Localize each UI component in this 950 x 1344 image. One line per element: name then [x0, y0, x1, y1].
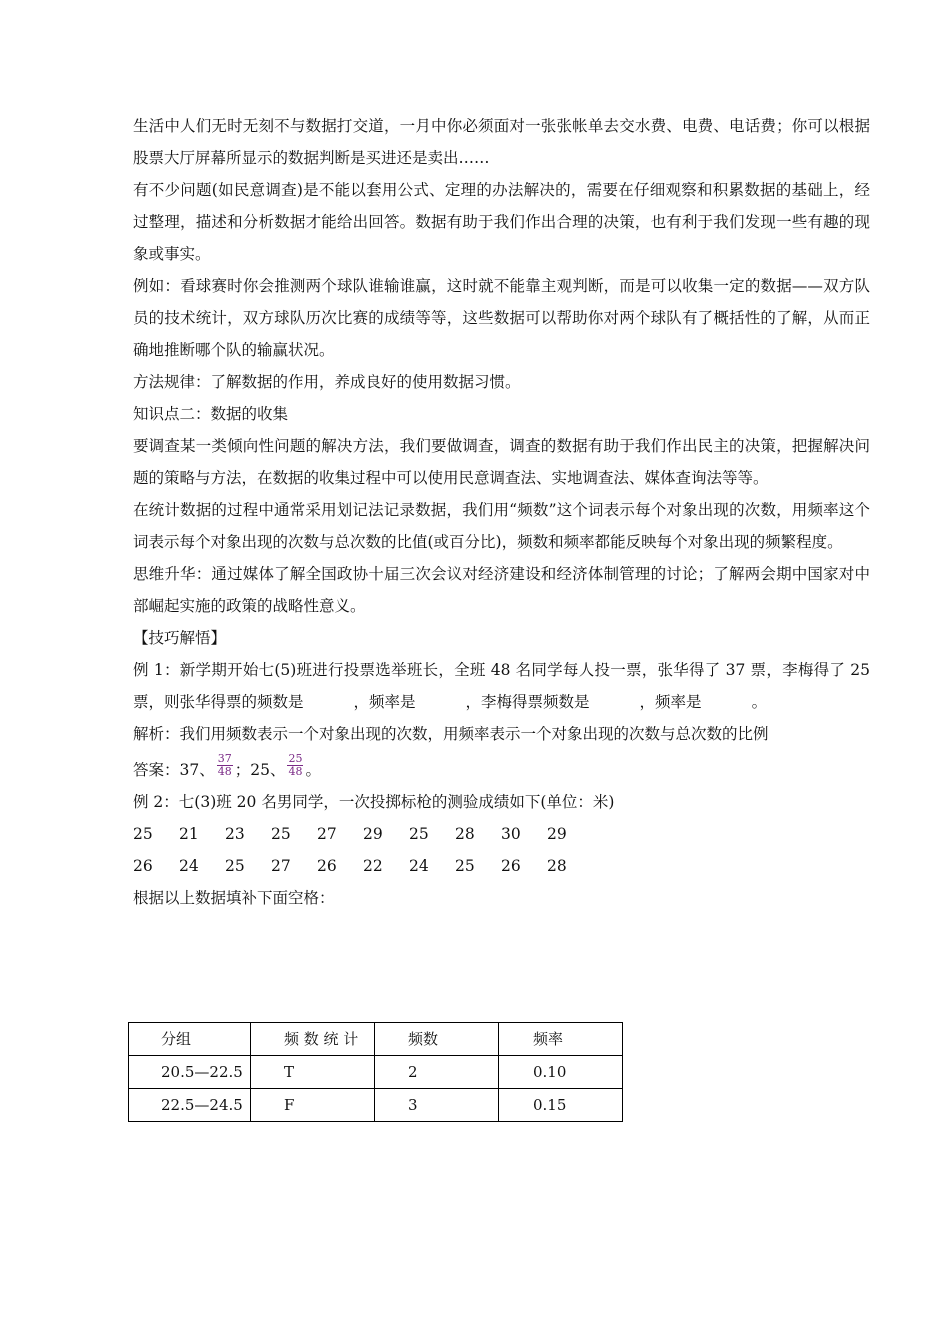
answer-text: 答案：37、 [133, 761, 215, 779]
example-1-text: 。 [751, 693, 768, 711]
cell-rate: 0.10 [499, 1056, 623, 1089]
fraction-denominator: 48 [288, 764, 303, 778]
data-value: 25 [133, 825, 153, 843]
data-value: 25 [455, 857, 475, 875]
fraction-25-48 [287, 753, 303, 778]
data-value: 21 [179, 825, 199, 843]
data-value: 27 [317, 825, 337, 843]
header-group: 分组 [129, 1023, 251, 1056]
data-value: 28 [547, 857, 567, 875]
data-value: 26 [133, 857, 153, 875]
data-value: 25 [409, 825, 429, 843]
paragraph-frequency: 在统计数据的过程中通常采用划记法记录数据，我们用“频数”这个词表示每个对象出现的次数，用频率这个词表示每个对象出现的次数与总次数的比值(或百分比)，频数和频率都能反映每个对象出现的频繁程度。 [133, 501, 870, 551]
cell-group: 22.5—24.5 [129, 1089, 251, 1122]
header-tally: 频 数 统 计 [251, 1023, 375, 1056]
answer [133, 751, 870, 786]
skills-heading: 【技巧解悟】 [133, 629, 227, 647]
data-value: 27 [271, 857, 291, 875]
paragraph-collection: 要调查某一类倾向性问题的解决方法，我们要做调查，调查的数据有助于我们作出民主的决策，把握解决问题的策略与方法，在数据的收集过程中可以使用民意调查法、实地调查法、媒体查询法等等。 [133, 437, 870, 487]
data-value: 30 [501, 825, 521, 843]
data-value: 29 [547, 825, 567, 843]
answer-text: 。 [305, 761, 321, 779]
header-frequency: 频数 [375, 1023, 499, 1056]
knowledge-point-heading: 知识点二：数据的收集 [133, 405, 289, 423]
data-value: 23 [225, 825, 245, 843]
paragraph-intro: 生活中人们无时无刻不与数据打交道，一月中你必须面对一张张帐单去交水费、电费、电话费；你可以根据股票大厅屏幕所显示的数据判断是买进还是卖出…… [133, 117, 870, 167]
data-value: 24 [179, 857, 199, 875]
example-1-text: ，频率是 [639, 693, 702, 711]
data-value: 25 [225, 857, 245, 875]
data-row-2 [133, 850, 870, 882]
data-value: 29 [363, 825, 383, 843]
analysis: 解析：我们用频数表示一个对象出现的次数，用频率表示一个对象出现的次数与总次数的比例 [133, 725, 769, 743]
fraction-37-48 [217, 753, 233, 778]
frequency-table [128, 1022, 623, 1122]
fill-prompt: 根据以上数据填补下面空格： [133, 889, 335, 907]
example-1-text: ，频率是 [353, 693, 416, 711]
example-1-text: 例 1：新学期开始七(5)班进行投票选举班长，全班 48 名同学每人投一票，张华得了 37 票，李梅得了 25 票，则张华得票的频数是 [133, 661, 870, 711]
paragraph-method: 方法规律：了解数据的作用，养成良好的使用数据习惯。 [133, 373, 521, 391]
example-2: 例 2：七(3)班 20 名男同学，一次投掷标枪的测验成绩如下(单位：米) [133, 793, 615, 811]
cell-group: 20.5—22.5 [129, 1056, 251, 1089]
paragraph-survey: 有不少问题(如民意调查)是不能以套用公式、定理的办法解决的，需要在仔细观察和积累数据的基础上，经过整理，描述和分析数据才能给出回答。数据有助于我们作出合理的决策，也有利于我们发现一些有趣的现象或事实。 [133, 181, 870, 263]
example-1-text: ，李梅得票频数是 [465, 693, 590, 711]
paragraph-example: 例如：看球赛时你会推测两个球队谁输谁赢，这时就不能靠主观判断，而是可以收集一定的数据——双方队员的技术统计，双方球队历次比赛的成绩等等，这些数据可以帮助你对两个球队有了概括性的了解，从而正确地推断哪个队的输赢状况。 [133, 277, 870, 359]
cell-tally: F [251, 1089, 375, 1122]
data-value: 25 [271, 825, 291, 843]
fraction-numerator: 25 [288, 751, 303, 765]
cell-frequency: 3 [375, 1089, 499, 1122]
table-row [129, 1089, 623, 1122]
data-row-1 [133, 818, 870, 850]
document-body [133, 110, 870, 914]
cell-tally: T [251, 1056, 375, 1089]
cell-rate: 0.15 [499, 1089, 623, 1122]
example-1 [133, 654, 870, 718]
paragraph-thinking: 思维升华：通过媒体了解全国政协十届三次会议对经济建设和经济体制管理的讨论；了解两会期中国家对中部崛起实施的政策的战略性意义。 [133, 565, 870, 615]
header-rate: 频率 [499, 1023, 623, 1056]
fraction-numerator: 37 [217, 751, 232, 765]
data-value: 28 [455, 825, 475, 843]
cell-frequency: 2 [375, 1056, 499, 1089]
data-value: 26 [317, 857, 337, 875]
data-value: 26 [501, 857, 521, 875]
data-value: 22 [363, 857, 383, 875]
data-value: 24 [409, 857, 429, 875]
answer-text: ；25、 [234, 761, 286, 779]
table-header-row [129, 1023, 623, 1056]
fraction-denominator: 48 [217, 764, 232, 778]
table-row [129, 1056, 623, 1089]
